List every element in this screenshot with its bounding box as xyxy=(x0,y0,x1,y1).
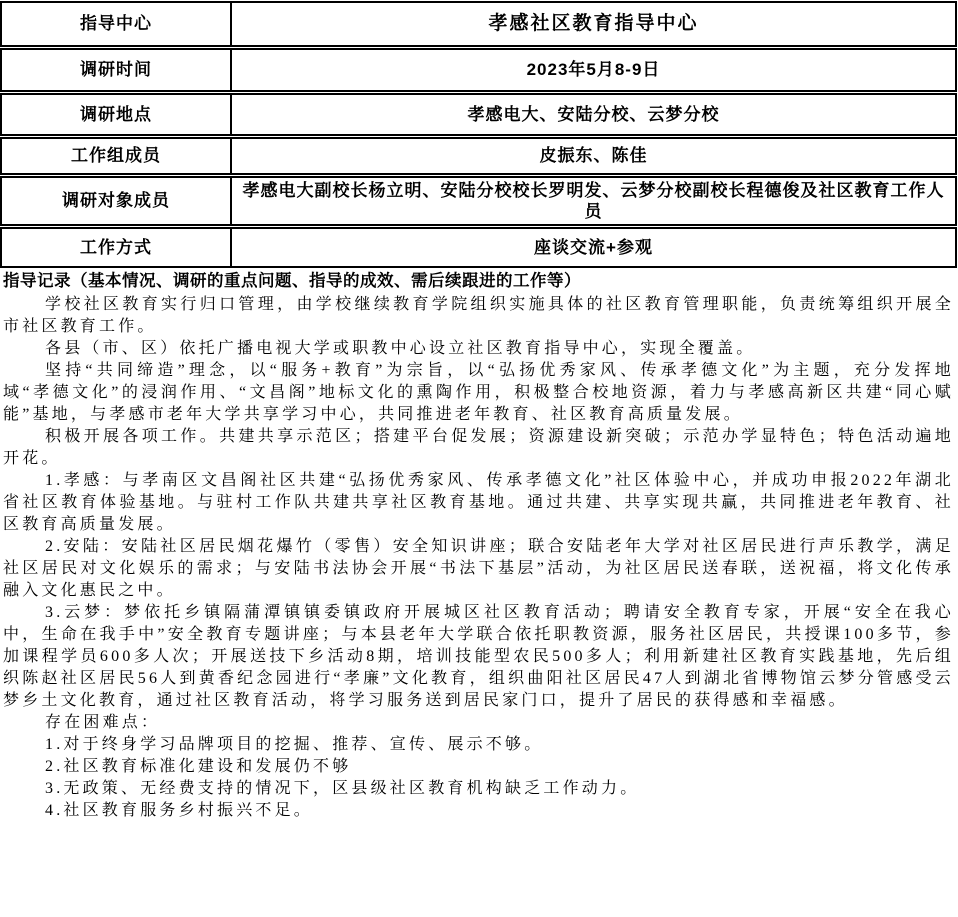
difficulties-heading: 存在困难点： xyxy=(45,714,161,731)
info-table xyxy=(0,1,957,268)
guidance-record-section xyxy=(0,268,958,822)
record-paragraph-xiaogan: 1.孝感：与孝南区文昌阁社区共建“弘扬优秀家风、传承孝德文化”社区体验中心，并成功申报2022年湖北省社区教育体验基地。与驻村工作队共建共享社区教育基地。通过共建、共享实现共赢，共同推进老年教育、社区教育高质量发展。 xyxy=(3,472,954,533)
table-row-workgroup-members xyxy=(1,136,956,175)
survey-location-label: 调研地点 xyxy=(1,92,231,136)
difficulty-item-4: 4.社区教育服务乡村振兴不足。 xyxy=(45,802,314,819)
survey-target-members-label: 调研对象成员 xyxy=(1,175,231,226)
survey-location-value: 孝感电大、安陆分校、云梦分校 xyxy=(231,92,956,136)
workgroup-members-value: 皮振东、陈佳 xyxy=(231,136,956,175)
difficulty-item-2: 2.社区教育标准化建设和发展仍不够 xyxy=(45,758,352,775)
work-method-value: 座谈交流+参观 xyxy=(231,226,956,267)
table-row-guidance-center xyxy=(1,2,956,47)
record-paragraph: 各县（市、区）依托广播电视大学或职教中心设立社区教育指导中心，实现全覆盖。 xyxy=(45,340,756,357)
survey-target-members-value: 孝感电大副校长杨立明、安陆分校校长罗明发、云梦分校副校长程德俊及社区教育工作人员 xyxy=(231,175,956,226)
table-row-work-method xyxy=(1,226,956,267)
workgroup-members-label: 工作组成员 xyxy=(1,136,231,175)
survey-time-value: 2023年5月8-9日 xyxy=(231,47,956,92)
guidance-center-label: 指导中心 xyxy=(1,2,231,47)
record-paragraph-yunmeng: 3.云梦：梦依托乡镇隔蒲潭镇镇委镇政府开展城区社区教育活动；聘请安全教育专家，开展“安全在我心中，生命在我手中”安全教育专题讲座；与本县老年大学联合依托职教资源，服务社区居民，共授课100多节，参加课程学员600多人次；开展送技下乡活动8期，培训技能型农民500多人；利用新建社区教育实践基地，先后组织陈赵社区居民56人到黄香纪念园进行“孝廉”文化教育，组织曲阳社区居民47人到湖北省博物馆云梦分管感受云梦乡土文化教育，通过社区教育活动，将学习服务送到居民家门口，提升了居民的获得感和幸福感。 xyxy=(3,604,954,709)
table-row-survey-time xyxy=(1,47,956,92)
table-row-survey-target-members xyxy=(1,175,956,226)
record-paragraph-anlu: 2.安陆：安陆社区居民烟花爆竹（零售）安全知识讲座；联合安陆老年大学对社区居民进行声乐教学，满足社区居民对文化娱乐的需求；与安陆书法协会开展“书法下基层”活动，为社区居民送春联，送祝福，将文化传承融入文化惠民之中。 xyxy=(3,538,954,599)
record-paragraph: 坚持“共同缔造”理念，以“服务+教育”为宗旨，以“弘扬优秀家风、传承孝德文化”为主题，充分发挥地域“孝德文化”的浸润作用、“文昌阁”地标文化的熏陶作用，积极整合校地资源，着力与孝感高新区共建“同心赋能”基地，与孝感市老年大学共享学习中心，共同推进老年教育、社区教育高质量发展。 xyxy=(3,362,954,423)
guidance-center-value: 孝感社区教育指导中心 xyxy=(231,2,956,47)
survey-time-label: 调研时间 xyxy=(1,47,231,92)
work-method-label: 工作方式 xyxy=(1,226,231,267)
record-paragraph: 学校社区教育实行归口管理，由学校继续教育学院组织实施具体的社区教育管理职能，负责统筹组织开展全市社区教育工作。 xyxy=(3,296,954,335)
record-heading: 指导记录（基本情况、调研的重点问题、指导的成效、需后续跟进的工作等） xyxy=(3,272,581,290)
difficulty-item-1: 1.对于终身学习品牌项目的挖掘、推荐、宣传、展示不够。 xyxy=(45,736,544,753)
record-paragraph: 积极开展各项工作。共建共享示范区；搭建平台促发展；资源建设新突破；示范办学显特色；特色活动遍地开花。 xyxy=(3,428,954,467)
table-row-survey-location xyxy=(1,92,956,136)
difficulty-item-3: 3.无政策、无经费支持的情况下，区县级社区教育机构缺乏工作动力。 xyxy=(45,780,640,797)
